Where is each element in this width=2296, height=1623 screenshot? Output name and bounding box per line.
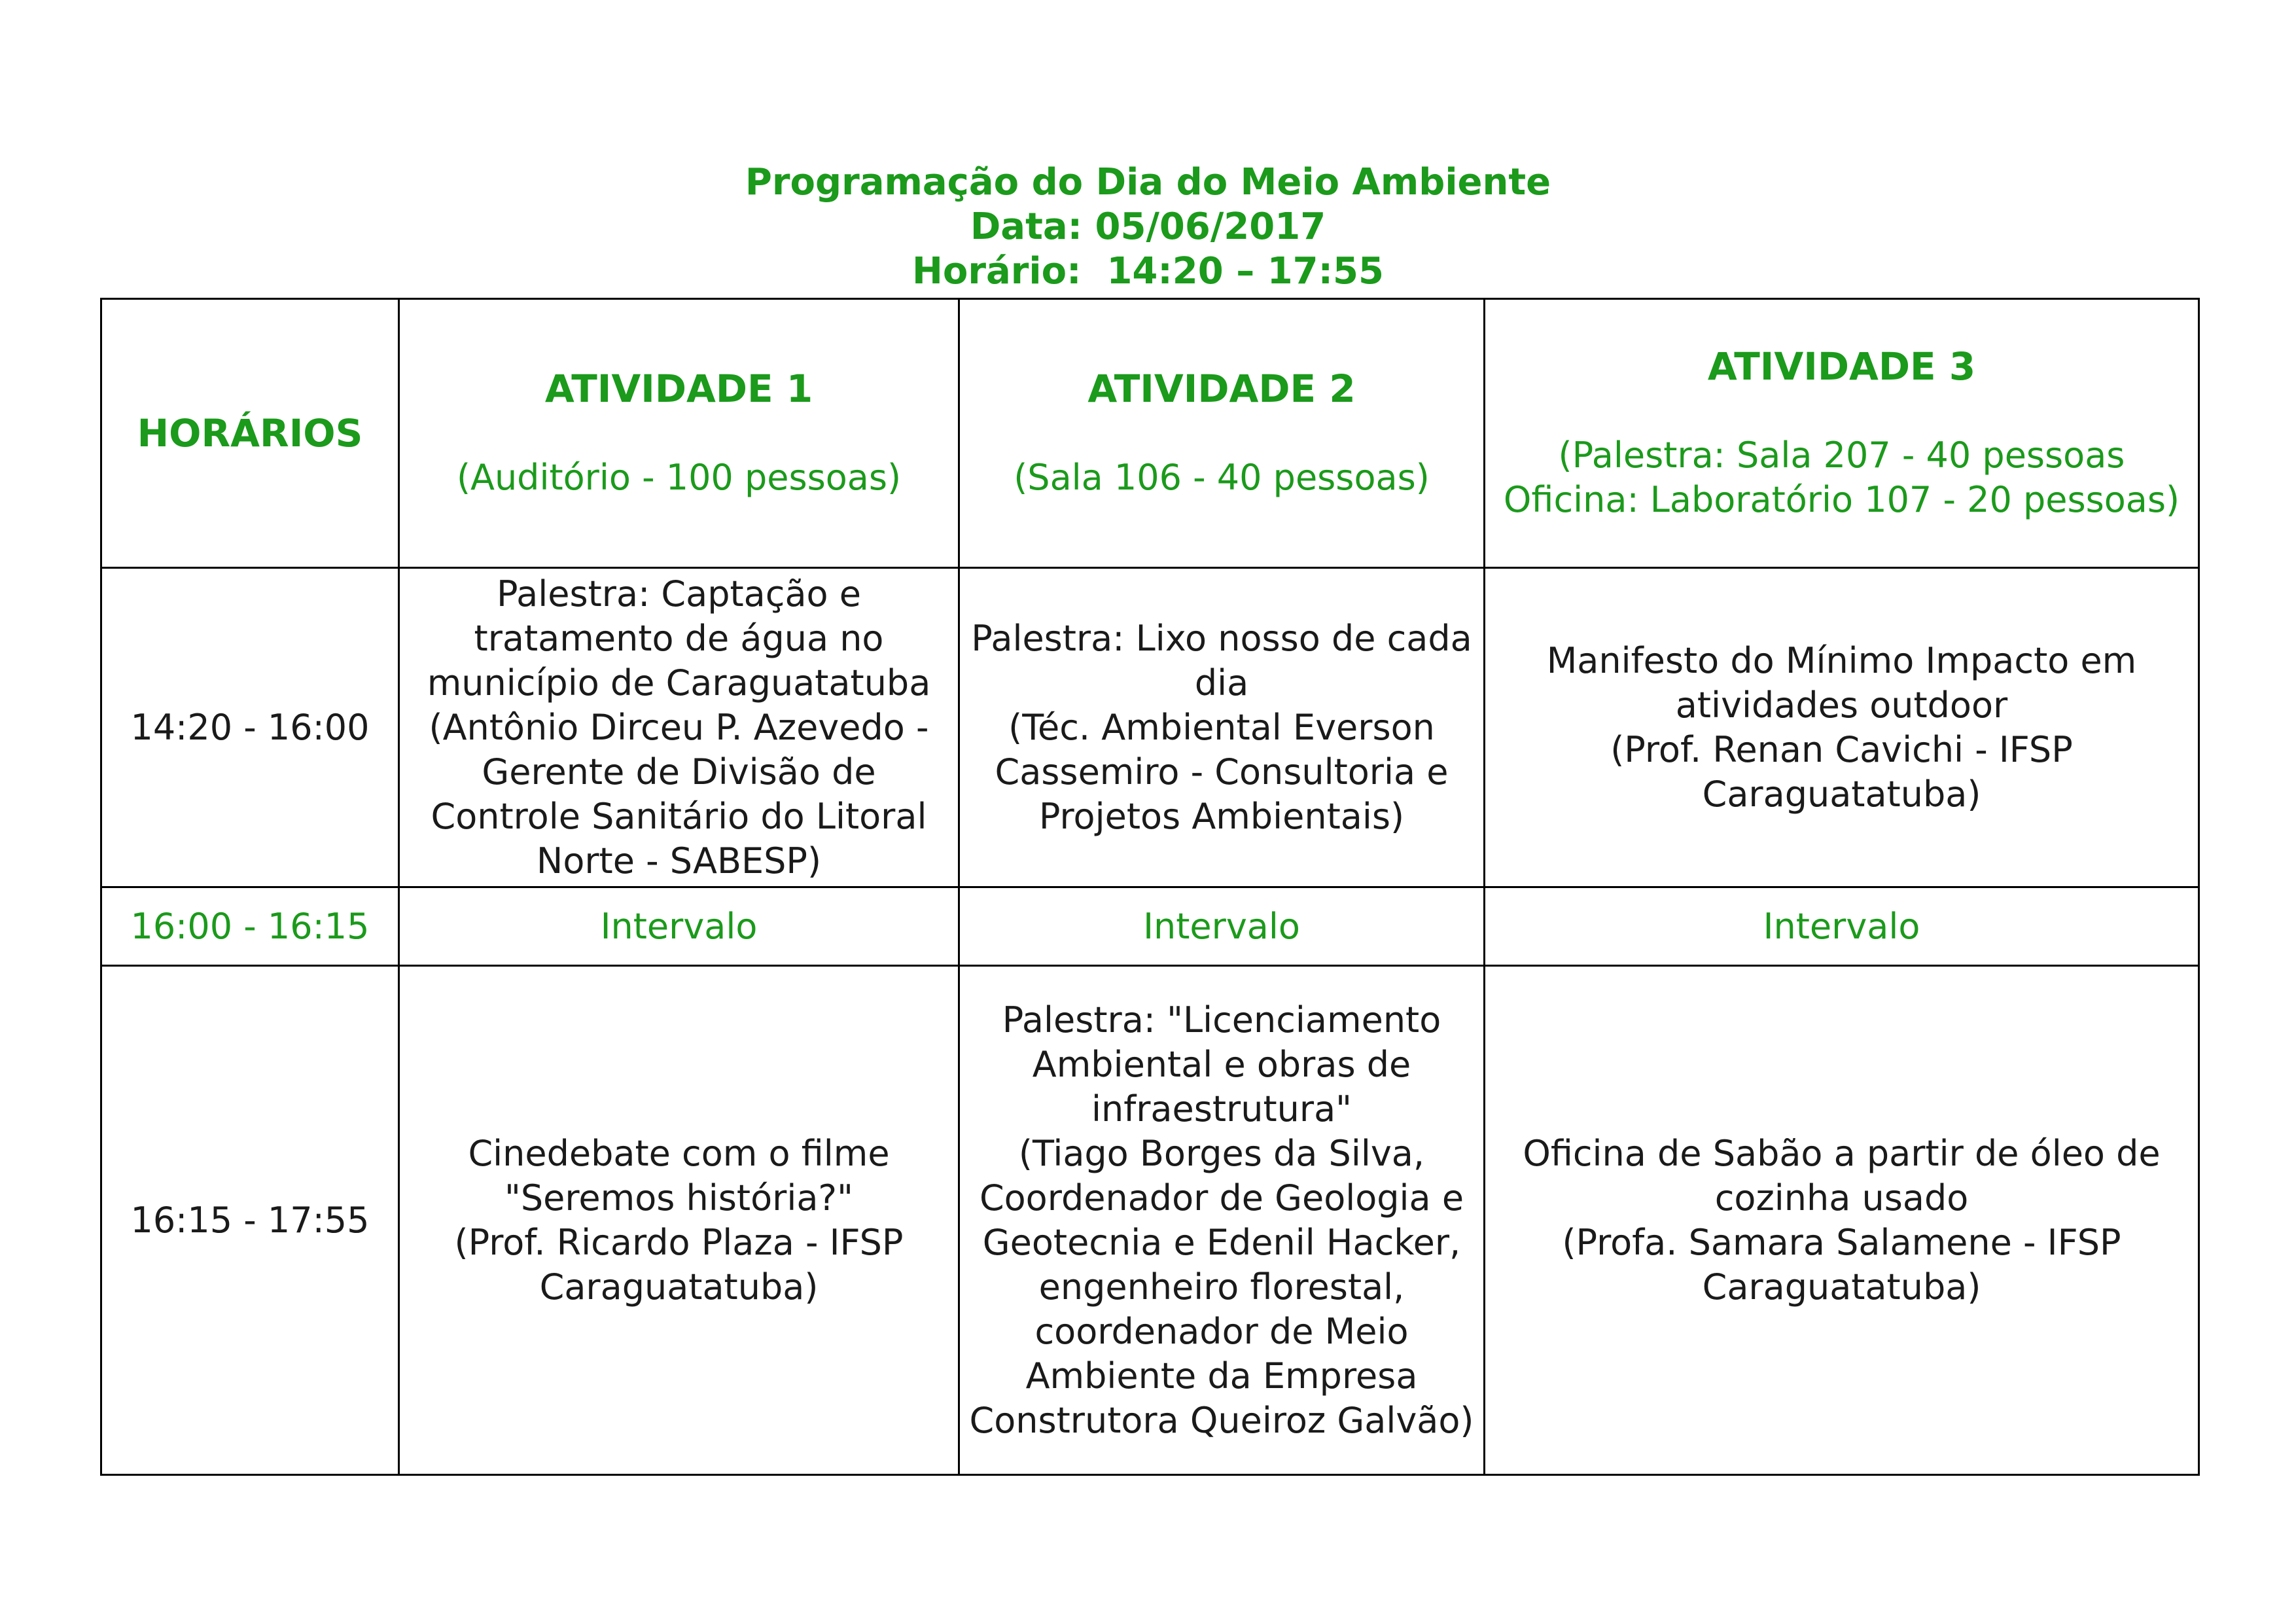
- header-subtitle: (Auditório - 100 pessoas): [456, 457, 902, 498]
- activity-cell: Manifesto do Mínimo Impacto em atividades outdoor (Prof. Renan Cavichi - IFSP Caraguatatuba): [1485, 568, 2199, 887]
- header-title: HORÁRIOS: [137, 411, 363, 455]
- time-cell: 14:20 - 16:00: [101, 568, 399, 887]
- schedule-table: [100, 298, 2200, 1476]
- activity-cell: Oficina de Sabão a partir de óleo de cozinha usado (Profa. Samara Salamene - IFSP Caraguatatuba): [1485, 966, 2199, 1475]
- break-cell: Intervalo: [959, 887, 1485, 966]
- header-title: ATIVIDADE 2: [1087, 366, 1356, 411]
- document-title: Programação do Dia do Meio Ambiente: [745, 161, 1551, 204]
- header-subtitle: (Palestra: Sala 207 - 40 pessoas Oficina: Laboratório 107 - 20 pessoas): [1503, 435, 2180, 520]
- document-time: Horário: 14:20 – 17:55: [912, 250, 1384, 293]
- header-title: ATIVIDADE 3: [1707, 344, 1976, 389]
- break-cell: Intervalo: [1485, 887, 2199, 966]
- table-row: [101, 966, 2199, 1475]
- header-cell-atividade-3: [1485, 299, 2199, 568]
- header-cell-atividade-1: [399, 299, 959, 568]
- time-cell: 16:15 - 17:55: [101, 966, 399, 1475]
- activity-cell: Palestra: Lixo nosso de cada dia (Téc. Ambiental Everson Cassemiro - Consultoria e Projetos Ambientais): [959, 568, 1485, 887]
- time-cell: 16:00 - 16:15: [101, 887, 399, 966]
- header-cell-atividade-2: [959, 299, 1485, 568]
- header-title: ATIVIDADE 1: [544, 366, 813, 411]
- table-row-break: [101, 887, 2199, 966]
- activity-cell: Cinedebate com o filme "Seremos história?" (Prof. Ricardo Plaza - IFSP Caraguatatuba): [399, 966, 959, 1475]
- table-header-row: [101, 299, 2199, 568]
- table-row: [101, 568, 2199, 887]
- header-cell-horarios: [101, 299, 399, 568]
- break-cell: Intervalo: [399, 887, 959, 966]
- activity-cell: Palestra: "Licenciamento Ambiental e obras de infraestrutura" (Tiago Borges da Silva, Coordenador de Geologia e Geotecnia e Edenil Hacker, engenheiro florestal, coordenador de Meio Ambiente da Empresa Construtora Queiroz Galvão): [959, 966, 1485, 1475]
- document-header: [0, 160, 2296, 294]
- document-date: Data: 05/06/2017: [970, 205, 1326, 248]
- header-subtitle: (Sala 106 - 40 pessoas): [1014, 457, 1430, 498]
- activity-cell: Palestra: Captação e tratamento de água no município de Caraguatatuba (Antônio Dirceu P. Azevedo - Gerente de Divisão de Controle Sanitário do Litoral Norte - SABESP): [399, 568, 959, 887]
